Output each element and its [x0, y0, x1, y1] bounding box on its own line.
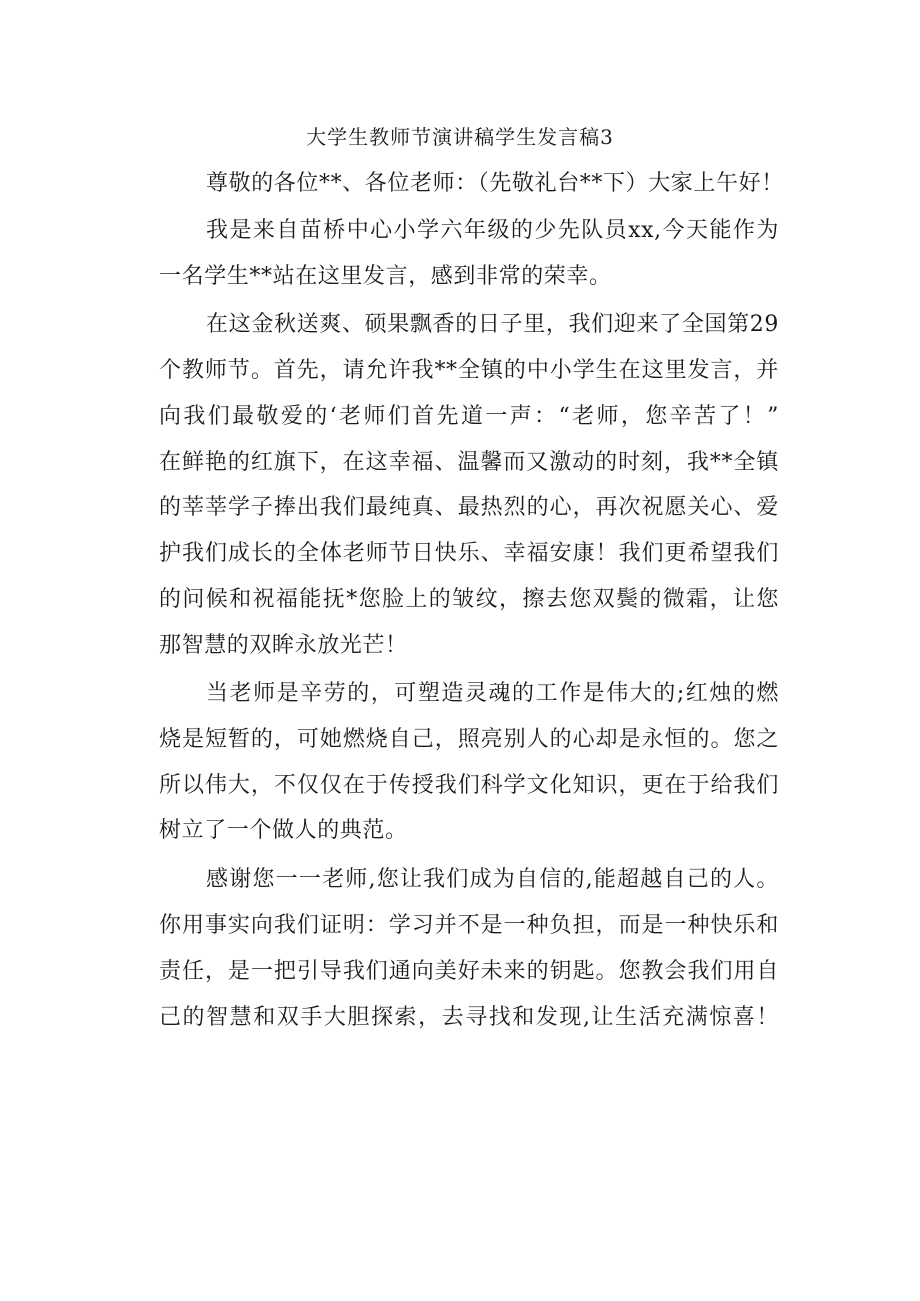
text-line: 个教师节。首先，请允许我**全镇的中小学生在这里发言，并 — [159, 358, 779, 383]
text-line: 你用事实向我们证明：学习并不是一种负担，而是一种快乐和 — [159, 913, 779, 938]
text-line: 向我们最敬爱的‘老师们首先道一声：“老师，您辛苦了！” — [159, 404, 779, 429]
text-line: 的莘莘学子捧出我们最纯真、最热烈的心，再次祝愿关心、爱 — [159, 495, 779, 520]
text-line: 我是来自苗桥中心小学六年级的少先队员xx,今天能作为 — [206, 218, 779, 243]
text-line: 在这金秋送爽、硕果飘香的日子里，我们迎来了全国第29 — [206, 312, 779, 337]
text-line: 在鲜艳的红旗下，在这幸福、温馨而又激动的时刻，我**全镇 — [159, 450, 779, 475]
document-title: 大学生教师节演讲稿学生发言稿3 — [306, 125, 614, 149]
text-line: 尊敬的各位**、各位老师：（先敬礼台**下）大家上午好！ — [206, 171, 784, 196]
text-line: 的问候和祝福能抚*您脸上的皱纹，擦去您双鬓的微霜，让您 — [159, 587, 779, 612]
text-line: 当老师是辛劳的，可塑造灵魂的工作是伟大的;红烛的燃 — [206, 681, 779, 706]
text-line: 烧是短暂的，可她燃烧自己，照亮别人的心却是永恒的。您之 — [159, 727, 779, 752]
text-line: 一名学生**站在这里发言，感到非常的荣幸。 — [159, 264, 612, 289]
text-line: 感谢您一一老师,您让我们成为自信的,能超越自己的人。 — [206, 867, 779, 892]
text-line: 责任，是一把引导我们通向美好未来的钥匙。您教会我们用自 — [159, 959, 779, 984]
text-line: 护我们成长的全体老师节日快乐、幸福安康！我们更希望我们 — [159, 541, 779, 566]
text-line: 那智慧的双眸永放光芒！ — [159, 633, 408, 658]
text-line: 己的智慧和双手大胆探索，去寻找和发现,让生活充满惊喜！ — [159, 1005, 779, 1030]
text-line: 所以伟大，不仅仅在于传授我们科学文化知识，更在于给我们 — [159, 773, 779, 798]
text-line: 树立了一个做人的典范。 — [159, 818, 408, 843]
